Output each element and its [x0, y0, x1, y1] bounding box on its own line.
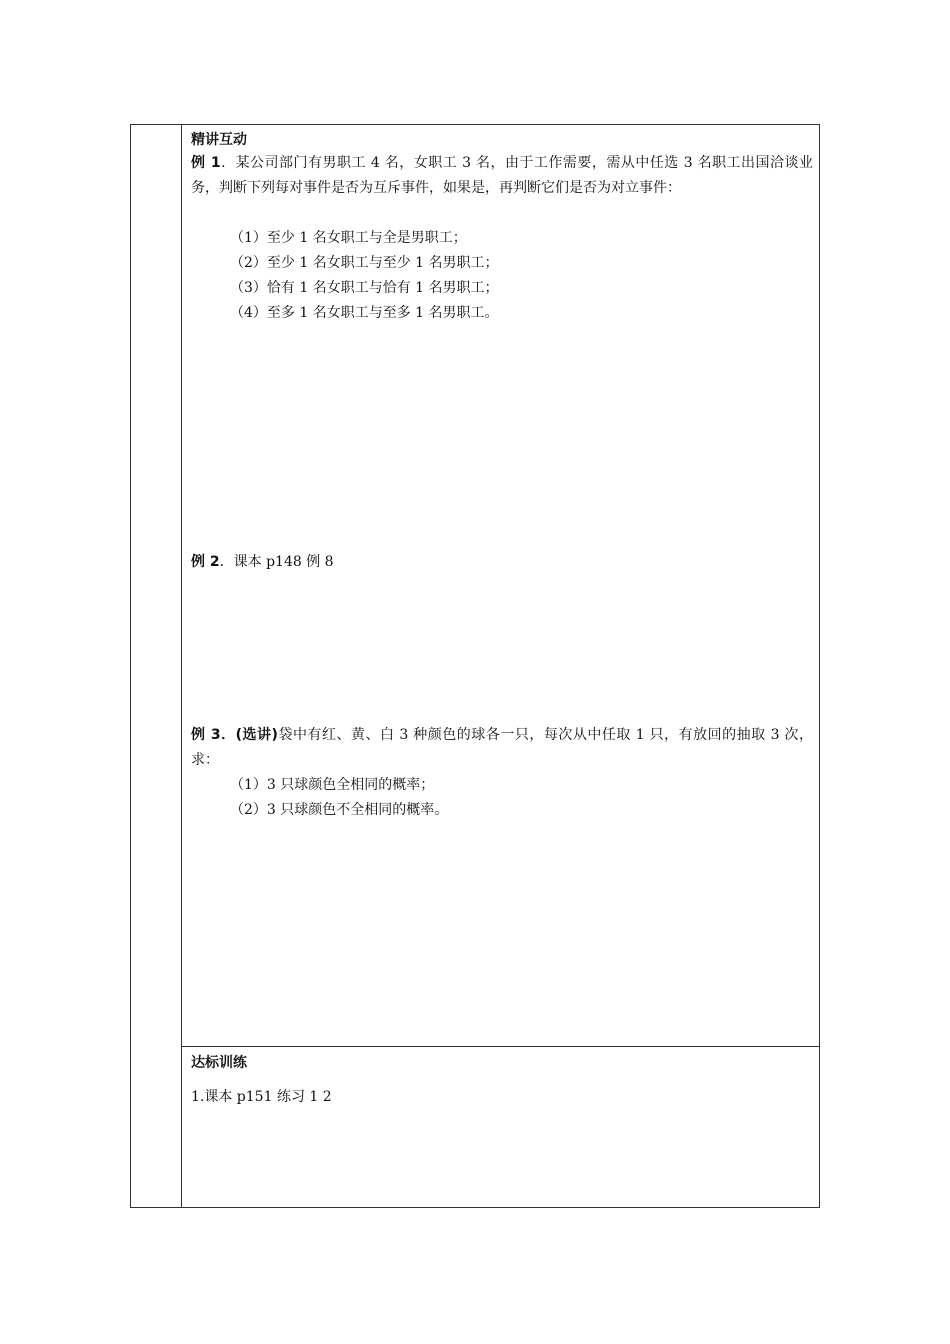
practice-item: 1.课本 p151 练习 1 2	[191, 1089, 332, 1105]
worksheet-table	[130, 124, 820, 1208]
example-1	[191, 151, 813, 201]
example-3-item-2: （2）3 只球颜色不全相同的概率。	[230, 802, 449, 818]
example-3-text: 袋中有红、黄、白 3 种颜色的球各一只，每次从中任取 1 只，有放回的抽取 3 次，求：	[191, 727, 814, 768]
practice-cell	[182, 1047, 819, 1207]
example-1-text: ．某公司部门有男职工 4 名，女职工 3 名，由于工作需要，需从中任选 3 名职工出国洽谈业务，判断下列每对事件是否为互斥事件，如果是，再判断它们是否为对立事件：	[191, 155, 813, 196]
left-margin-column	[131, 125, 182, 1207]
example-3-label: 例 3	[191, 727, 221, 743]
example-2	[191, 550, 813, 575]
example-1-item-3: （3）恰有 1 名女职工与恰有 1 名男职工；	[230, 280, 499, 296]
example-2-label: 例 2	[191, 554, 220, 570]
example-3-tag: ．(选讲)	[220, 727, 278, 743]
section-title-practice: 达标训练	[191, 1055, 247, 1071]
example-1-item-2: （2）至少 1 名女职工与至少 1 名男职工；	[230, 255, 499, 271]
lecture-cell	[182, 125, 819, 1047]
example-1-item-1: （1）至少 1 名女职工与全是男职工；	[230, 230, 467, 246]
example-1-label: 例 1	[191, 155, 221, 171]
example-2-text: ．课本 p148 例 8	[219, 554, 334, 570]
example-1-item-4: （4）至多 1 名女职工与至多 1 名男职工。	[230, 305, 499, 321]
example-3-item-1: （1）3 只球颜色全相同的概率；	[230, 777, 435, 793]
example-3	[191, 723, 813, 773]
section-title-lecture: 精讲互动	[191, 132, 247, 148]
